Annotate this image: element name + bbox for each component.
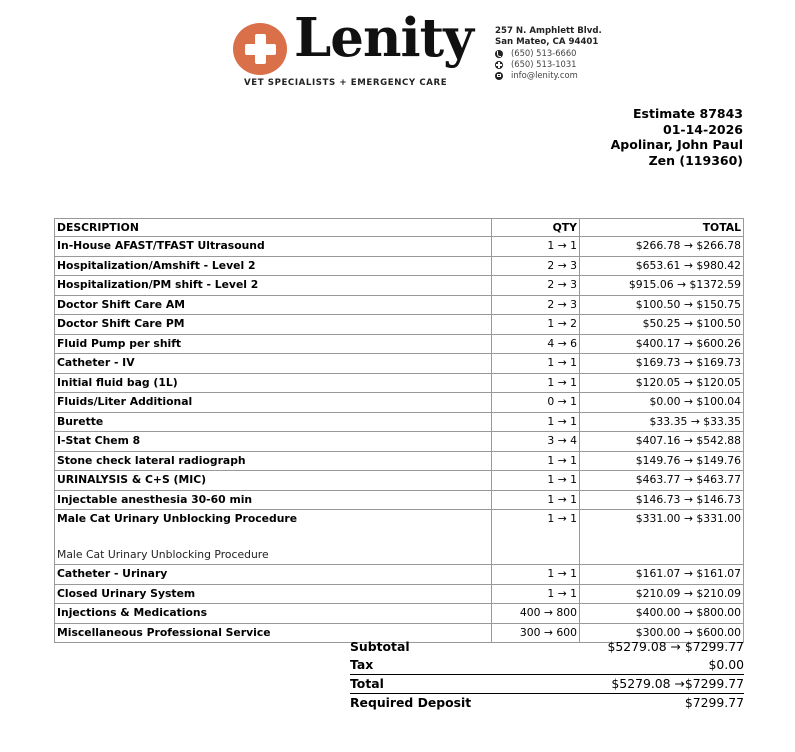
item-description — [55, 256, 492, 276]
item-total: $100.50 → $150.75 — [580, 295, 744, 315]
deposit-label: Required Deposit — [350, 695, 472, 710]
item-qty: 4 → 6 — [492, 334, 580, 354]
item-description-text: Catheter - IV — [57, 356, 135, 369]
item-qty: 2 → 3 — [492, 256, 580, 276]
item-description-text: I-Stat Chem 8 — [57, 434, 141, 447]
emergency-phone-number: (650) 513-1031 — [511, 59, 577, 69]
item-description — [55, 510, 492, 565]
tax-row — [350, 656, 744, 675]
address-line-2: San Mateo, CA 94401 — [495, 37, 599, 47]
estimate-items-table — [54, 218, 744, 643]
item-total: $400.17 → $600.26 — [580, 334, 744, 354]
table-row — [55, 490, 744, 510]
table-row — [55, 276, 744, 296]
item-description-text: Stone check lateral radiograph — [57, 453, 246, 467]
item-qty: 1 → 1 — [492, 412, 580, 432]
item-description — [55, 373, 492, 393]
table-row — [55, 432, 744, 452]
item-note: Male Cat Urinary Unblocking Procedure — [57, 548, 269, 561]
item-description — [55, 451, 492, 471]
item-total: $146.73 → $146.73 — [580, 490, 744, 510]
item-description-text: URINALYSIS & C+S (MIC) — [57, 473, 207, 486]
contact-email — [495, 70, 602, 81]
table-row — [55, 354, 744, 374]
item-qty: 300 → 600 — [492, 623, 580, 643]
estimate-date: 01-14-2026 — [663, 121, 743, 137]
item-description-text: Hospitalization/PM shift - Level 2 — [57, 278, 259, 291]
table-header-row — [55, 219, 744, 237]
item-qty: 3 → 4 — [492, 432, 580, 452]
plus-circle-icon — [495, 61, 503, 69]
item-total: $400.00 → $800.00 — [580, 604, 744, 624]
item-description — [55, 565, 492, 585]
table-row — [55, 393, 744, 413]
estimate-summary — [350, 638, 744, 712]
subtotal-label: Subtotal — [350, 639, 410, 654]
item-description-text: In-House AFAST/TFAST Ultrasound — [57, 239, 265, 252]
logo-plus-icon — [233, 23, 287, 75]
item-description — [55, 276, 492, 296]
letterhead — [230, 7, 610, 92]
brand-tagline: VET SPECIALISTS + EMERGENCY CARE — [244, 78, 448, 88]
client-name: Apolinar, John Paul — [610, 137, 743, 152]
total-label: Total — [350, 676, 384, 691]
item-description-text: Closed Urinary System — [57, 586, 196, 600]
item-description — [55, 354, 492, 374]
table-row — [55, 565, 744, 585]
contact-phone — [495, 48, 602, 59]
item-description-text: Hospitalization/Amshift - Level 2 — [57, 258, 256, 272]
item-qty: 1 → 1 — [492, 471, 580, 491]
item-description-text: Initial fluid bag (1L) — [57, 375, 178, 389]
phone-number: (650) 513-6660 — [511, 48, 577, 58]
item-description — [55, 334, 492, 354]
address-line-1: 257 N. Amphlett Blvd. — [495, 26, 602, 36]
table-row — [55, 584, 744, 604]
item-total: $653.61 → $980.42 — [580, 256, 744, 276]
column-header-total: TOTAL — [580, 219, 744, 237]
item-total: $266.78 → $266.78 — [580, 237, 744, 257]
total-row — [350, 675, 744, 694]
table-row — [55, 510, 744, 565]
item-qty: 1 → 1 — [492, 565, 580, 585]
estimate-info — [611, 106, 743, 168]
item-description — [55, 490, 492, 510]
item-description — [55, 393, 492, 413]
item-qty: 2 → 3 — [492, 276, 580, 296]
patient-name: Zen (119360) — [648, 152, 743, 168]
item-description — [55, 237, 492, 257]
tax-value: $0.00 — [708, 657, 744, 672]
item-description — [55, 412, 492, 432]
item-total: $407.16 → $542.88 — [580, 432, 744, 452]
item-qty: 400 → 800 — [492, 604, 580, 624]
table-row — [55, 256, 744, 276]
table-row — [55, 237, 744, 257]
tax-label: Tax — [350, 657, 374, 672]
item-total: $120.05 → $120.05 — [580, 373, 744, 393]
item-description — [55, 471, 492, 491]
item-description-text: Doctor Shift Care AM — [57, 297, 185, 311]
contact-emergency — [495, 59, 602, 70]
column-header-qty: QTY — [492, 219, 580, 237]
item-description-text: Male Cat Urinary Unblocking Procedure — [57, 512, 298, 525]
item-total: $300.00 → $600.00 — [580, 623, 744, 643]
table-row — [55, 334, 744, 354]
item-description-text: Injectable anesthesia 30-60 min — [57, 492, 253, 506]
item-total: $169.73 → $169.73 — [580, 354, 744, 374]
item-description — [55, 604, 492, 624]
item-total: $161.07 → $161.07 — [580, 565, 744, 585]
email-address: info@lenity.com — [511, 70, 578, 80]
item-qty: 1 → 2 — [492, 315, 580, 335]
subtotal-value: $5279.08 → $7299.77 — [607, 639, 744, 654]
item-description-text: Fluids/Liter Additional — [57, 395, 193, 408]
item-total: $33.35 → $33.35 — [580, 412, 744, 432]
item-total: $149.76 → $149.76 — [580, 451, 744, 471]
item-description — [55, 584, 492, 604]
item-description-text: Fluid Pump per shift — [57, 336, 182, 350]
deposit-row — [350, 694, 744, 712]
item-qty: 1 → 1 — [492, 451, 580, 471]
item-description-text: Miscellaneous Professional Service — [57, 625, 271, 639]
item-total: $331.00 → $331.00 — [580, 510, 744, 565]
item-total: $50.25 → $100.50 — [580, 315, 744, 335]
mail-icon — [495, 72, 503, 80]
table-row — [55, 604, 744, 624]
item-qty: 1 → 1 — [492, 354, 580, 374]
deposit-value: $7299.77 — [684, 695, 744, 710]
table-row — [55, 373, 744, 393]
item-total: $463.77 → $463.77 — [580, 471, 744, 491]
item-qty: 0 → 1 — [492, 393, 580, 413]
item-total: $210.09 → $210.09 — [580, 584, 744, 604]
item-qty: 1 → 1 — [492, 373, 580, 393]
estimate-number: Estimate 87843 — [633, 106, 743, 121]
table-row — [55, 451, 744, 471]
contact-block — [495, 26, 602, 81]
item-description — [55, 295, 492, 315]
item-description-text: Doctor Shift Care PM — [57, 317, 185, 330]
item-description-text: Catheter - Urinary — [57, 567, 168, 580]
table-row — [55, 315, 744, 335]
column-header-description: DESCRIPTION — [55, 219, 492, 237]
brand-name: Lenity — [294, 7, 473, 69]
item-qty: 1 → 1 — [492, 490, 580, 510]
total-value: $5279.08 →$7299.77 — [611, 676, 744, 691]
item-qty: 2 → 3 — [492, 295, 580, 315]
item-description — [55, 432, 492, 452]
item-description-text: Injections & Medications — [57, 606, 208, 619]
item-total: $0.00 → $100.04 — [580, 393, 744, 413]
subtotal-row — [350, 638, 744, 656]
table-row — [55, 295, 744, 315]
table-row — [55, 471, 744, 491]
item-total: $915.06 → $1372.59 — [580, 276, 744, 296]
table-row — [55, 412, 744, 432]
item-qty: 1 → 1 — [492, 237, 580, 257]
item-qty: 1 → 1 — [492, 510, 580, 565]
item-qty: 1 → 1 — [492, 584, 580, 604]
item-description — [55, 315, 492, 335]
item-description-text: Burette — [57, 414, 104, 428]
phone-icon — [495, 50, 503, 58]
